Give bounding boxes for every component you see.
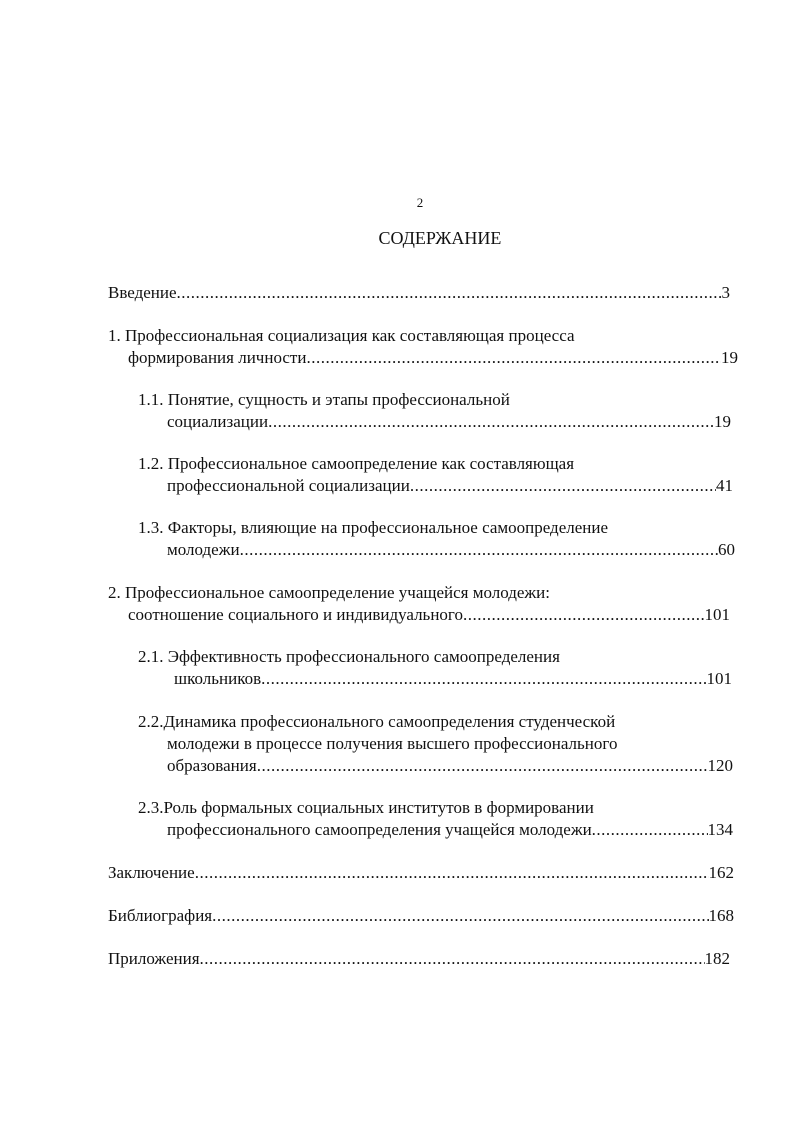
toc-page-number: 3 bbox=[721, 283, 730, 302]
leader-dots bbox=[306, 347, 721, 369]
toc-page-number: 162 bbox=[708, 863, 734, 882]
toc-entry-label: Приложения bbox=[108, 949, 200, 968]
toc-page-number: 101 bbox=[704, 605, 730, 624]
page-number: 2 bbox=[416, 195, 424, 210]
toc-entry-label: 2.1. Эффективность профессионального самоопределения bbox=[138, 647, 560, 666]
toc-entry-label: 1.2. Профессиональное самоопределение как составляющая bbox=[138, 454, 575, 473]
toc-entry-last-line bbox=[167, 475, 733, 497]
toc-entry-label: 1. Профессиональная социализация как составляющая процесса bbox=[108, 326, 575, 345]
toc-entry-label: Библиография bbox=[108, 906, 213, 925]
toc-page-number: 168 bbox=[708, 906, 734, 925]
toc-entry-last-line bbox=[167, 539, 735, 561]
toc-page-number: 120 bbox=[707, 756, 733, 775]
toc-entry-label: 2.2.Динамика профессионального самоопределения студенческой bbox=[138, 712, 616, 731]
toc-page-number: 19 bbox=[714, 412, 731, 431]
toc-page-number: 19 bbox=[721, 348, 738, 367]
toc-entry-label: Введение bbox=[108, 283, 177, 302]
toc-entry-label: социализации bbox=[167, 412, 269, 431]
leader-dots bbox=[410, 475, 716, 497]
leader-dots bbox=[463, 604, 705, 626]
toc-entry-label: Заключение bbox=[108, 863, 195, 882]
toc-entry-last-line bbox=[167, 755, 733, 777]
toc-page-number: 182 bbox=[704, 949, 730, 968]
toc-entry-label: 1.1. Понятие, сущность и этапы профессиональной bbox=[138, 390, 510, 409]
leader-dots bbox=[268, 411, 714, 433]
toc-entry-label: школьников bbox=[174, 669, 262, 688]
toc-entry-introduction bbox=[108, 282, 730, 304]
leader-dots bbox=[212, 905, 708, 927]
toc-entry-label: формирования личности bbox=[128, 348, 307, 367]
toc-entry-label: соотношение социального и индивидуального bbox=[128, 605, 463, 624]
toc-entry-last-line bbox=[167, 819, 733, 841]
toc-entry-label: профессионального самоопределения учащейся молодежи bbox=[167, 820, 592, 839]
toc-entry-last-line bbox=[167, 411, 731, 433]
toc-heading: СОДЕРЖАНИЕ bbox=[378, 228, 502, 248]
leader-dots bbox=[257, 755, 708, 777]
leader-dots bbox=[592, 819, 708, 841]
toc-entry-appendices bbox=[108, 948, 730, 970]
toc-entry-label: 2.3.Роль формальных социальных институтов в формировании bbox=[138, 798, 594, 817]
toc-page-number: 134 bbox=[707, 820, 733, 839]
leader-dots bbox=[177, 282, 722, 304]
toc-entry-label: образования bbox=[167, 756, 257, 775]
leader-dots bbox=[195, 862, 709, 884]
leader-dots bbox=[200, 948, 705, 970]
toc-page-number: 41 bbox=[716, 476, 733, 495]
toc-page-number: 101 bbox=[706, 669, 732, 688]
toc-entry-conclusion bbox=[108, 862, 734, 884]
toc-entry-label: молодежи bbox=[167, 540, 240, 559]
toc-entry-last-line bbox=[128, 347, 738, 369]
toc-entry-label: 1.3. Факторы, влияющие на профессиональное самоопределение bbox=[138, 518, 609, 537]
toc-entry-label: 2. Профессиональное самоопределение учащейся молодежи: bbox=[108, 583, 550, 602]
toc-page-number: 60 bbox=[718, 540, 735, 559]
toc-entry-label: молодежи в процессе получения высшего профессионального bbox=[167, 734, 618, 753]
leader-dots bbox=[261, 668, 706, 690]
leader-dots bbox=[240, 539, 718, 561]
toc-entry-label: профессиональной социализации bbox=[167, 476, 410, 495]
toc-entry-last-line bbox=[174, 668, 732, 690]
toc-entry-last-line bbox=[128, 604, 730, 626]
toc-entry-bibliography bbox=[108, 905, 734, 927]
